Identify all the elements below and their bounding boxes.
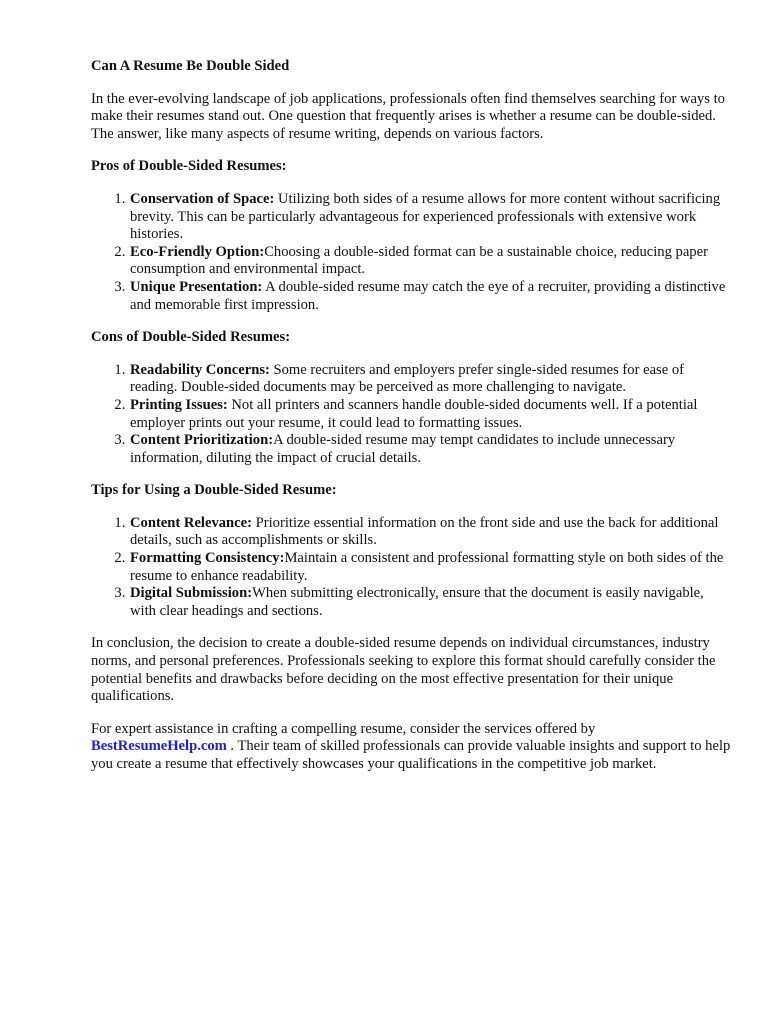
cons-heading: Cons of Double-Sided Resumes: [91,329,291,346]
item-term: Formatting Consistency: [130,550,285,567]
item-term: Digital Submission: [130,585,253,602]
item-text: When submitting electronically, ensure that the document is easily navigable, with clear headings and sections. [130,585,704,619]
document-title: Can A Resume Be Double Sided [91,58,290,74]
cta-text-before: For expert assistance in crafting a compelling resume, consider the services offered by [91,720,596,737]
item-text: A double-sided resume may tempt candidates to include unnecessary information, diluting the impact of crucial details. [130,432,676,466]
list-item [129,279,731,314]
item-text: Utilizing both sides of a resume allows for more content without sacrificing brevity. This can be particularly advantageous for experienced professionals with extensive work histories. [130,190,721,243]
document-page [91,58,731,789]
item-term: Unique Presentation: [130,278,263,295]
item-text: Maintain a consistent and professional formatting style on both sides of the resume to enhance readability. [130,550,724,584]
list-item [129,191,731,244]
list-item [129,432,731,467]
item-term: Content Prioritization: [130,432,274,449]
item-term: Conservation of Space: [130,190,275,207]
item-term: Printing Issues: [130,396,228,413]
item-term: Eco-Friendly Option: [130,243,265,260]
item-text: Prioritize essential information on the front side and use the back for additional details, such as accomplishments or skills. [130,514,719,549]
cons-list [91,362,731,468]
item-text: A double-sided resume may catch the eye of a recruiter, providing a distinctive and memorable first impression. [130,278,726,313]
conclusion-paragraph: In conclusion, the decision to create a double-sided resume depends on individual circumstances, industry norms, and personal preferences. Professionals seeking to explore this format should carefully consider the potential benefits and drawbacks before deciding on the most effective presentation for their unique qualifications. [91,635,716,705]
list-item [129,244,731,279]
pros-list [91,191,731,314]
list-item [129,397,731,432]
item-text: Choosing a double-sided format can be a sustainable choice, reducing paper consumption and environmental impact. [130,243,708,278]
list-item [129,585,731,620]
list-item [129,362,731,397]
tips-heading: Tips for Using a Double-Sided Resume: [91,482,337,499]
cta-text-after: . Their team of skilled professionals can provide valuable insights and support to help you create a resume that effectively showcases your qualifications in the competitive job market. [91,738,731,772]
item-term: Content Relevance: [130,514,252,531]
intro-paragraph: In the ever-evolving landscape of job applications, professionals often find themselves searching for ways to make their resumes stand out. One question that frequently arises is whether a resume can be double-sided. The answer, like many aspects of resume writing, depends on various factors. [91,90,725,142]
item-text: Not all printers and scanners handle double-sided documents well. If a potential employer prints out your resume, it could lead to formatting issues. [130,396,698,431]
tips-list [91,515,731,621]
pros-heading: Pros of Double-Sided Resumes: [91,158,287,175]
list-item [129,550,731,585]
item-text: Some recruiters and employers prefer single-sided resumes for ease of reading. Double-sided documents may be perceived as more challenging to navigate. [130,361,685,396]
bestresumehelp-link[interactable]: BestResumeHelp.com [91,738,227,755]
cta-paragraph [91,721,731,774]
list-item [129,515,731,550]
item-term: Readability Concerns: [130,361,270,378]
